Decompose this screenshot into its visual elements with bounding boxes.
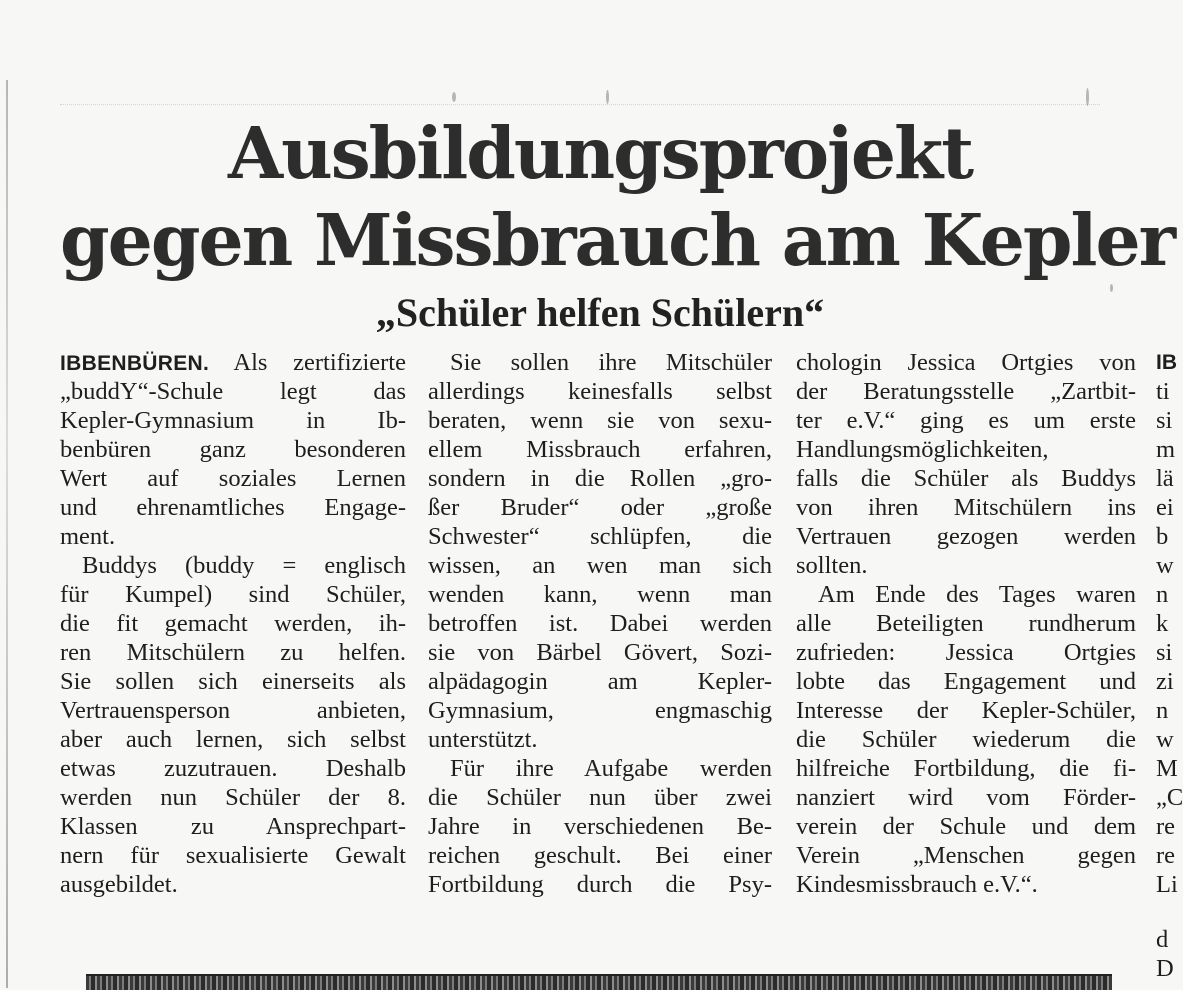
column-fragment: n (1156, 697, 1169, 724)
column-line: ausgebildet. (60, 871, 178, 898)
column-line: Sie sollen sich einerseits als (60, 668, 406, 695)
column-line: Wert auf soziales Lernen (60, 465, 406, 492)
dateline: IBBENBÜREN. (60, 352, 210, 375)
column-fragment: re (1156, 813, 1176, 840)
article-column-2 (428, 348, 772, 899)
column-fragment: Li (1156, 871, 1178, 898)
column-line: nern für sexualisierte Gewalt (60, 842, 406, 869)
column-fragment: M (1156, 755, 1178, 782)
column-line: Jahre in verschiedenen Be- (428, 813, 772, 840)
column-line: die Schüler nun über zwei (428, 784, 772, 811)
column-line: und ehrenamtliches Engage- (60, 494, 406, 521)
column-fragment: ti (1156, 378, 1170, 405)
column-fragment: IB (1156, 351, 1177, 374)
column-line: Am Ende des Tages waren (818, 581, 1136, 608)
article-column-3 (796, 348, 1136, 899)
column-line: Kepler-Gymnasium in Ib- (60, 407, 406, 434)
column-fragment: re (1156, 842, 1176, 869)
scan-speck (452, 92, 456, 102)
column-line: ellem Missbrauch erfahren, (428, 436, 772, 463)
column-fragment: zi (1156, 668, 1174, 695)
column-fragment: d (1156, 926, 1169, 953)
scan-speck (1086, 88, 1089, 106)
column-line: ren Mitschülern zu helfen. (60, 639, 406, 666)
column-line: der Beratungsstelle „Zartbit- (796, 378, 1136, 405)
scan-speck (606, 90, 609, 104)
column-line: für Kumpel) sind Schüler, (60, 581, 406, 608)
column-line: Handlungsmöglichkeiten, (796, 436, 1049, 463)
column-line: sie von Bärbel Gövert, Sozi- (428, 639, 772, 666)
column-line: Kindesmissbrauch e.V.“. (796, 871, 1038, 898)
column-line: Buddys (buddy = englisch (82, 552, 406, 579)
faded-top-text (60, 90, 1100, 105)
column-fragment: si (1156, 407, 1173, 434)
column-line: Interesse der Kepler-Schüler, (796, 697, 1136, 724)
headline (60, 110, 1175, 284)
column-fragment: m (1156, 436, 1176, 463)
column-line: Für ihre Aufgabe werden (450, 755, 772, 782)
truncated-next-column (1156, 348, 1183, 983)
column-fragment: k (1156, 610, 1169, 637)
column-line: chologin Jessica Ortgies von (796, 349, 1136, 376)
column-line: ment. (60, 523, 116, 550)
headline-line-1: Ausbildungsprojekt (227, 111, 973, 195)
column-line: hilfreiche Fortbildung, die fi- (796, 755, 1136, 782)
column-line: sollten. (796, 552, 868, 579)
column-fragment: n (1156, 581, 1169, 608)
column-fragment: si (1156, 639, 1173, 666)
column-line: benbüren ganz besonderen (60, 436, 406, 463)
column-line: wissen, an wen man sich (428, 552, 772, 579)
column-line: Vertrauen gezogen werden (796, 523, 1136, 550)
column-line: verein der Schule und dem (796, 813, 1136, 840)
column-line: Verein „Menschen gegen (796, 842, 1136, 869)
column-line: nanziert wird vom Förder- (796, 784, 1136, 811)
column-line: sondern in die Rollen „gro- (428, 465, 772, 492)
column-line: alpädagogin am Kepler- (428, 668, 772, 695)
scan-speck (1110, 284, 1113, 292)
column-line: wenden kann, wenn man (428, 581, 772, 608)
column-line: beraten, wenn sie von sexu- (428, 407, 772, 434)
column-fragment: w (1156, 552, 1174, 579)
column-line: zufrieden: Jessica Ortgies (796, 639, 1136, 666)
column-line: Gymnasium, engmaschig (428, 697, 772, 724)
column-line: die fit gemacht werden, ih- (60, 610, 406, 637)
column-line: ter e.V.“ ging es um erste (796, 407, 1136, 434)
column-line: falls die Schüler als Buddys (796, 465, 1136, 492)
column-fragment: b (1156, 523, 1169, 550)
scan-edge (6, 80, 8, 988)
column-line: allerdings keinesfalls selbst (428, 378, 772, 405)
column-line: ßer Bruder“ oder „große (428, 494, 772, 521)
column-line: „buddY“-Schule legt das (60, 378, 406, 405)
column-line: lobte das Engagement und (796, 668, 1136, 695)
headline-line-2: gegen Missbrauch am Kepler (60, 198, 1175, 282)
subheadline: „Schüler helfen Schülern“ (375, 290, 825, 335)
column-line: Vertrauensperson anbieten, (60, 697, 406, 724)
column-line: werden nun Schüler der 8. (60, 784, 406, 811)
column-line: Klassen zu Ansprechpart- (60, 813, 406, 840)
column-line: betroffen ist. Dabei werden (428, 610, 772, 637)
column-line: reichen geschult. Bei einer (428, 842, 772, 869)
column-line: die Schüler wiederum die (796, 726, 1136, 753)
column-fragment: w (1156, 726, 1174, 753)
column-line: Sie sollen ihre Mitschüler (450, 349, 772, 376)
column-line: unterstützt. (428, 726, 538, 753)
column-line: IBBENBÜREN. Als zertifizierte (60, 349, 406, 376)
article-column-1 (60, 348, 406, 899)
column-line: etwas zuzutrauen. Deshalb (60, 755, 406, 782)
photo-top-edge (86, 974, 1112, 990)
column-fragment: „C (1156, 784, 1183, 811)
column-fragment: D (1156, 955, 1174, 982)
column-line: von ihren Mitschülern ins (796, 494, 1136, 521)
column-line: Fortbildung durch die Psy- (428, 871, 772, 898)
column-line: Schwester“ schlüpfen, die (428, 523, 772, 550)
column-line: aber auch lernen, sich selbst (60, 726, 406, 753)
column-fragment: lä (1156, 465, 1174, 492)
column-line: alle Beteiligten rundherum (796, 610, 1136, 637)
column-fragment: ei (1156, 494, 1174, 521)
